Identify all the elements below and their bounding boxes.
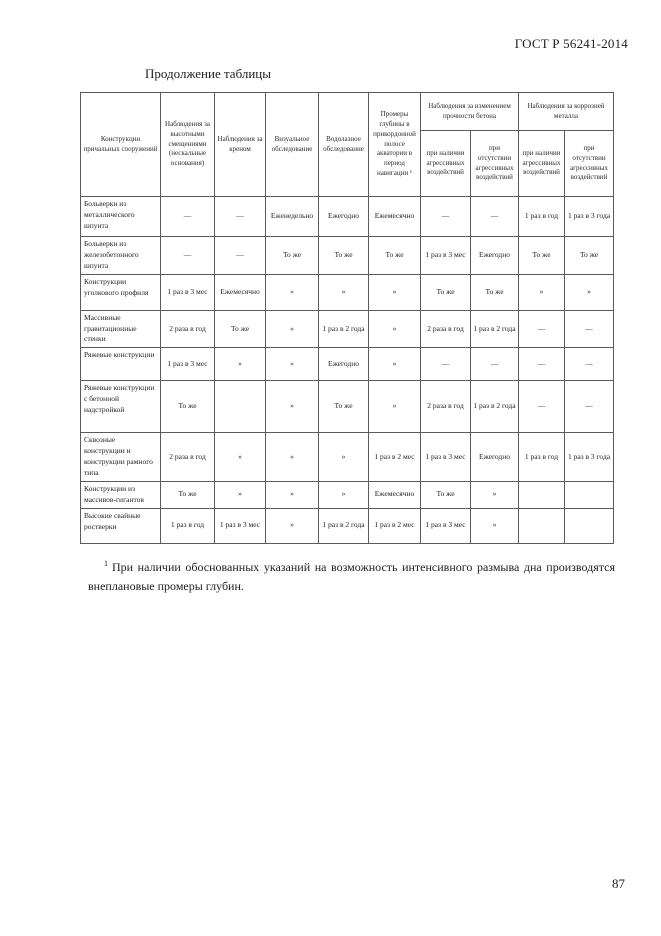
sub-header-1-2: при отсутствии агрессивных воздействий <box>471 131 519 197</box>
footnote <box>88 558 615 595</box>
value-cell: 1 раз в 3 мес <box>161 348 215 381</box>
row-label-cell: Ряжевые конструкции с бетонной надстройкой <box>81 381 161 433</box>
value-cell: 1 раз в 3 года <box>565 433 614 482</box>
value-cell <box>565 508 614 543</box>
value-cell: То же <box>215 310 266 348</box>
row-label-cell: Сквозные конструкции и конструкции рамного типа <box>81 433 161 482</box>
value-cell: — <box>215 197 266 237</box>
value-cell: » <box>519 274 565 310</box>
value-cell <box>519 508 565 543</box>
value-cell: То же <box>319 237 369 275</box>
value-cell: Ежемесячно <box>369 481 421 508</box>
value-cell: Ежемесячно <box>215 274 266 310</box>
table-row <box>81 348 614 381</box>
row-label-cell: Конструкции уголкового профиля <box>81 274 161 310</box>
sub-header-2-1: при наличии агрессивных воздействий <box>519 131 565 197</box>
value-cell: 2 раза в год <box>161 433 215 482</box>
value-cell: 1 раз в 2 года <box>319 508 369 543</box>
value-cell: — <box>519 348 565 381</box>
row-label-cell: Массивные гравитационные стенки <box>81 310 161 348</box>
value-cell: » <box>369 348 421 381</box>
value-cell: » <box>565 274 614 310</box>
value-cell: 1 раз в год <box>519 197 565 237</box>
value-cell: Ежегодно <box>319 348 369 381</box>
value-cell: Ежегодно <box>471 433 519 482</box>
value-cell: Ежегодно <box>319 197 369 237</box>
col-header-4: Визуальное обследование <box>266 93 319 197</box>
col-header-6: Промеры глубины в прикордонной полосе акватории в период навигации ¹ <box>369 93 421 197</box>
value-cell: То же <box>369 237 421 275</box>
value-cell: » <box>369 381 421 433</box>
group-header-1: Наблюдения за изменением прочности бетона <box>421 93 519 131</box>
table-row <box>81 237 614 275</box>
value-cell: — <box>519 310 565 348</box>
value-cell: 2 раза в год <box>421 310 471 348</box>
value-cell: 1 раз в 2 мес <box>369 508 421 543</box>
value-cell: » <box>266 481 319 508</box>
value-cell: Еженедельно <box>266 197 319 237</box>
value-cell: — <box>471 348 519 381</box>
value-cell <box>565 481 614 508</box>
value-cell: — <box>565 381 614 433</box>
value-cell: » <box>266 381 319 433</box>
value-cell: » <box>319 433 369 482</box>
value-cell: То же <box>421 481 471 508</box>
value-cell: 1 раз в 3 мес <box>215 508 266 543</box>
value-cell: — <box>519 381 565 433</box>
value-cell: — <box>421 348 471 381</box>
value-cell: — <box>565 310 614 348</box>
value-cell: » <box>369 274 421 310</box>
value-cell: 2 раза в год <box>161 310 215 348</box>
value-cell: » <box>215 433 266 482</box>
row-label-cell: Высокие свайные ростверки <box>81 508 161 543</box>
value-cell: — <box>215 237 266 275</box>
sub-header-2-2: при отсутствии агрессивных воздействий <box>565 131 614 197</box>
table-row <box>81 481 614 508</box>
value-cell: — <box>565 348 614 381</box>
footnote-text: При наличии обоснованных указаний на возможность интенсивного размыва дна производятся внеплановые промеры глубин. <box>88 560 615 593</box>
col-header-structures: Конструкции причальных сооружений <box>81 93 161 197</box>
value-cell <box>215 381 266 433</box>
sub-header-1-1: при наличии агрессивных воздействий <box>421 131 471 197</box>
value-cell: » <box>215 348 266 381</box>
value-cell: То же <box>565 237 614 275</box>
value-cell: » <box>471 508 519 543</box>
page-number: 87 <box>612 876 625 891</box>
inspection-schedule-table <box>80 92 614 544</box>
value-cell: 1 раз в 3 мес <box>161 274 215 310</box>
value-cell: Ежемесячно <box>369 197 421 237</box>
row-label-cell: Конструкции из массивов-гигантов <box>81 481 161 508</box>
value-cell: 1 раз в 3 года <box>565 197 614 237</box>
value-cell: » <box>319 274 369 310</box>
value-cell: 1 раз в 3 мес <box>421 433 471 482</box>
value-cell: То же <box>421 274 471 310</box>
value-cell: » <box>266 310 319 348</box>
value-cell: 1 раз в 2 года <box>471 310 519 348</box>
table-row <box>81 508 614 543</box>
value-cell: 1 раз в год <box>161 508 215 543</box>
table-caption: Продолжение таблицы <box>145 66 271 81</box>
value-cell: 1 раз в год <box>519 433 565 482</box>
table-header <box>81 93 614 197</box>
value-cell: Ежегодно <box>471 237 519 275</box>
value-cell: » <box>266 433 319 482</box>
value-cell: 1 раз в 3 мес <box>421 237 471 275</box>
value-cell: 1 раз в 2 года <box>319 310 369 348</box>
value-cell: — <box>421 197 471 237</box>
value-cell: — <box>161 197 215 237</box>
value-cell: То же <box>319 381 369 433</box>
value-cell: » <box>471 481 519 508</box>
value-cell: То же <box>161 381 215 433</box>
value-cell: 1 раз в 2 года <box>471 381 519 433</box>
value-cell: » <box>319 481 369 508</box>
document-reference: ГОСТ Р 56241-2014 <box>514 36 628 51</box>
value-cell: » <box>266 348 319 381</box>
table-row <box>81 197 614 237</box>
table-row <box>81 433 614 482</box>
col-header-5: Водолазное обследование <box>319 93 369 197</box>
value-cell: » <box>266 274 319 310</box>
value-cell: » <box>215 481 266 508</box>
table-body <box>81 197 614 544</box>
row-label-cell: Ряжевые конструкции <box>81 348 161 381</box>
value-cell: 1 раз в 2 мес <box>369 433 421 482</box>
value-cell: 2 раза в год <box>421 381 471 433</box>
footnote-marker: 1 <box>104 559 108 568</box>
table-row <box>81 381 614 433</box>
value-cell: То же <box>266 237 319 275</box>
row-label-cell: Больверки из железобетонного шпунта <box>81 237 161 275</box>
col-header-3: Наблюдения за креном <box>215 93 266 197</box>
value-cell: То же <box>161 481 215 508</box>
table-container <box>80 92 614 544</box>
value-cell: — <box>161 237 215 275</box>
value-cell: То же <box>471 274 519 310</box>
value-cell: — <box>471 197 519 237</box>
value-cell: » <box>266 508 319 543</box>
group-header-2: Наблюдения за коррозией металла <box>519 93 614 131</box>
table-row <box>81 310 614 348</box>
value-cell: То же <box>519 237 565 275</box>
value-cell: » <box>369 310 421 348</box>
col-header-2: Наблюдения за высотными смещениями (нескальные основания) <box>161 93 215 197</box>
value-cell: 1 раз в 3 мес <box>421 508 471 543</box>
row-label-cell: Больверки из металлического шпунта <box>81 197 161 237</box>
table-row <box>81 274 614 310</box>
value-cell <box>519 481 565 508</box>
